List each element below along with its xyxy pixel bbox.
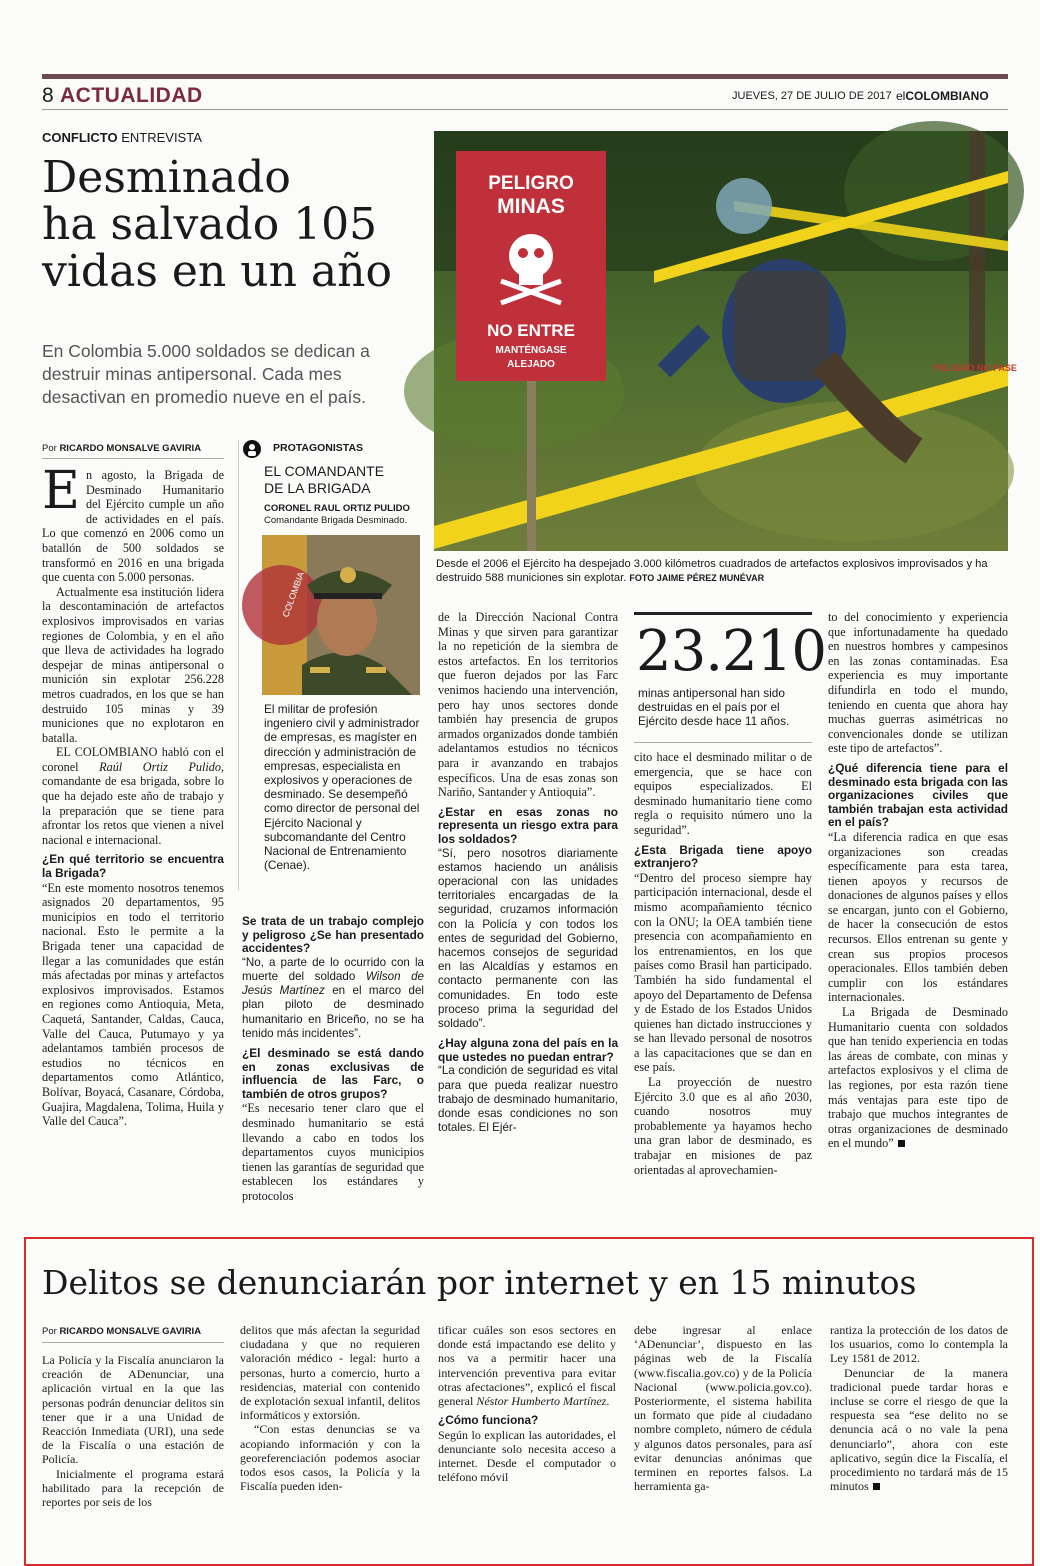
story1-column-3: de la Dirección Nacional Contra Minas y que sirven para garantizar la no repetición de la siembra de estos artefactos. En los territorios que fueron dejados por las Farc venimos haciendo una intervención, pero hay unos sectores donde también hay presencia de grupos armados organizados donde también adelantamos estudios no técnicos para ir avanzando en trabajos específicos. Una de esas zonas son Nariño, Santander y Antioquia”. ¿Estar en esas zonas no representa un riesgo extra para los soldados? “Sí, pero nosotros diariamente estamos haciendo un análisis operacional con las unidades territoriales encargadas de la seguridad, cruzamos información con la Policía y con todos los entes de seguridad del Gobierno, hacemos consejos de seguridad en las Alcaldías y estamos en contacto permanente con las comunidades. En todo este proceso prima la seguridad del soldado”. ¿Hay alguna zona del país en la que ustedes no puedan entrar? “La condición de seguridad es vital para que pueda realizar nuestro trabajo de desminado humanitario, donde esas condiciones no son totales. El Ejér- [438,610,618,1135]
insignia-icon [340,567,356,583]
story1-column-2: Se trata de un trabajo complejo y peligroso ¿Se han presentado accidentes? “No, a parte de lo ocurrido con la muerte del soldado Wilson de Jesús Martínez en el marco del plan piloto de desminado humanitario en Briceño, no se ha tenido más incidentes”. ¿El desminado se está dando en zonas exclusivas de influencia de las Farc, o también de otros grupos? “Es necesario tener claro que el desminado humanitario se está llevando a cabo en todos los departamentos cuyos municipios tienen las garantías de seguridad que establecen los estándares y protocolos [242,914,424,1203]
story2-column-1: La Policía y la Fiscalía anunciaron la creación de ADenunciar, una aplicación virtual en la que las personas podrán denunciar delitos sin tener que ir a una Unidad de Reacción Inmediata (URI), una sede de la Fiscalía o una estación de Policía. Inicialmente el programa estará habilitado para la recepción de reportes por seis de los [42,1353,224,1510]
stat-bottom-rule [634,742,812,743]
header-divider [42,109,1008,110]
question: ¿Hay alguna zona del país en la que ustedes no puedan entrar? [438,1036,618,1064]
column-divider [238,440,239,890]
protagonist-name: CORONEL RAUL ORTIZ PULIDO [264,503,410,514]
stat-rule [634,612,812,615]
portrait-flag-text: COLOMBIA [280,570,307,619]
protagonist-bio: El militar de profesión ingeniero civil y administrador de empresas, es magíster en dirección y administración de empresas, especialista en explosivos y operaciones de desminado. Se desempeñó como director de personal del Ejército Nacional y subcomandante del Centro Nacional de Entrenamiento (Cenae). [264,702,420,873]
deck: En Colombia 5.000 soldados se dedican a destruir minas antipersonal. Cada mes desactivan en promedio nueve en el país. [42,341,370,407]
stat-text: minas antipersonal han sido destruidas en el país por el Ejército desde hace 11 años. [638,686,790,729]
top-rule [42,74,1008,79]
end-mark-icon [898,1140,905,1147]
sign-text-2: MINAS [497,195,565,218]
byline: Por RICARDO MONSALVE GAVIRIA [42,443,202,454]
page-number: 8 [42,84,54,107]
story2-column-4: debe ingresar al enlace ‘ADenunciar’, dispuesto en las páginas web de la Fiscalía (www.fiscalia.gov.co) y de la Policía Nacional (www.policia.gov.co). Posteriormente, el sistema habilita un formato que pide al ciudadano nombre completo, número de cédula y algunos datos personales, para así evitar denuncias anónimas que terminen en reportes falsos. La herramienta ga- [634,1323,812,1494]
story2-byline-rule [42,1342,224,1343]
story2-column-5: rantiza la protección de los datos de los usuarios, como lo contempla la Ley 1581 de 2012. Denunciar de la manera tradicional puede tardar horas e incluse se corre el riesgo de que la respuesta sea “ese delito no se denuncia acá o no vale la pena denunciarlo”, ahora con este aplicativo, según dice la Fiscalía, el procedimiento no tardará más de 15 minutos [830,1323,1008,1494]
protagonist-title: EL COMANDANTE DE LA BRIGADA [264,463,385,496]
story1-column-1: En agosto, la Brigada de Desminado Humanitario del Ejército cumple un año de actividades en el país. Lo que comenzó en 2006 como un batallón de 500 soldados se transformó en 2016 en una brigada que cuenta con 5.000 personas. Actualmente esa institución lidera la descontaminación de artefactos explosivos improvisados en varias regiones de Colombia, y en el año que lleva de actividades ha logrado despejar de minas antipersonal o munición sin explotar 256.228 metros cuadrados, en los que se han destruido 105 minas y 39 municiones que no explotaron en batalla. EL COLOMBIANO habló con el coronel Raúl Ortiz Pulido, comandante de esa brigada, sobre lo que ha dejado este año de trabajo y la preparación que se tiene para afrontar los retos que vienen a nivel nacional e internacional. ¿En qué territorio se encuentra la Brigada? “En este momento nosotros tenemos asignados 20 departamentos, 95 municipios en todo el territorio nacional. Esto le permite a la Brigada tener una capacidad de llegar a las comunidades que están más afectadas por minas y artefactos explosivos improvisados. Estamos en regiones como Antioquia, Meta, Caquetá, Santander, Caldas, Cauca, Valle del Cauca, Putumayo y ya adelantamos también procesos de estudios no técnicos en departamentos como Atlántico, Bolívar, Boyacá, Casanare, Córdoba, Guajira, Magdalena, Tolima, Huila y Valle del Cauca”. [42,461,224,1129]
question: ¿Cómo funciona? [438,1413,539,1428]
mine-field-photo [434,131,1017,551]
story2-column-2: delitos que más afectan la seguridad ciudadana y que no requieren valoración médico - legal: hurto a personas, hurto a comercio, hurto a residencias, material con contenido de explotación sexual infantil, delitos informáticos y extorsión. “Con estas denuncias se va acopiando información y con la georeferenciación podemos asociar todos esos casos, la Policía y la Fiscalía pueden iden- [240,1323,420,1494]
protagonist-label: PROTAGONISTAS [273,442,364,454]
dropcap: E [42,461,80,521]
story2-headline: Delitos se denunciarán por internet y en 15 minutos [42,1263,917,1302]
headline: Desminado ha salvado 105 vidas en un año [42,152,392,297]
kicker: CONFLICTO ENTREVISTA [42,130,202,145]
question: ¿Qué diferencia tiene para el desminado esta brigada con las organizaciones civiles que también trabajan esta actividad en el país? [828,760,1008,830]
main-photo [434,131,1017,551]
question: ¿Esta Brigada tiene apoyo extranjero? [634,842,812,871]
byline-rule [42,458,224,459]
person-icon [243,440,261,458]
newspaper-brand: elCOLOMBIANO [896,89,989,103]
sign-text-4: MANTÉNGASE [495,345,567,356]
dateline: JUEVES, 27 DE JULIO DE 2017 [732,90,892,102]
sign-text-1: PELIGRO [488,173,574,194]
story1-column-4: cito hace el desminado militar o de emergencia, que se hace con equipos especializados. El desminado humanitario tiene como regla o requisito número uno la seguridad”. ¿Esta Brigada tiene apoyo extranjero? “Dentro del proceso siempre hay participación internacional, desde el mismo acompañamiento técnico con la ONU; la OEA también tiene presencia con acompañamiento en los entrenamientos, en los que países como Brasil han participado. También ha sido fundamental el apoyo del Departamento de Defensa y de Estado de los Estados Unidos quienes han dictado instrucciones y se han llevado personal de nosotros a las capacitaciones que se dan en ese país. La proyección de nuestro Ejército 3.0 que es al año 2030, cuando nosotros muy probablemente ya hayamos hecho una gran labor de desminado, es trabajar en misiones de paz orientadas al aprovechamien- [634,750,812,1177]
photo-caption: Desde el 2006 el Ejército ha despejado 3.000 kilómetros cuadrados de artefactos explosivos improvisados y ha destruido 588 municiones sin explotar. FOTO JAIME PÉREZ MUNÉVAR [436,558,988,584]
question: ¿El desminado se está dando en zonas exclusivas de influencia de las Farc, o también de otros grupos? [242,1046,424,1101]
tape-text: PELIGRO NO PASE [934,363,1017,373]
question: ¿Estar en esas zonas no representa un riesgo extra para los soldados? [438,804,618,846]
sign-text-3: NO ENTRE [487,321,575,340]
section-name: ACTUALIDAD [60,84,203,107]
sign-text-5: ALEJADO [507,359,555,370]
story2-column-3: tificar cuáles son esos sectores en donde está impactando ese delito y nos va a permitir hacer una intervención preventiva para evitar otras afectaciones”, explicó el fiscal general Néstor Humberto Martínez. ¿Cómo funciona? Según lo explican las autoridades, el denunciante solo necesita acceso a internet. Desde el computador o teléfono móvil [438,1323,616,1485]
story1-column-5: to del conocimiento y experiencia que infortunadamente ha quedado en nuestros hombres y campesinos en las zonas contaminadas. Esa experiencia es muy importante difundirla en todo el mundo, teniendo en cuenta que ahora hay muchas guerras asimétricas no convencionales donde se utilizan este tipo de artefactos”. ¿Qué diferencia tiene para el desminado esta brigada con las organizaciones civiles que también trabajan esta actividad en el país? “La diferencia radica en que esas organizaciones son creadas específicamente para esta tarea, tienen apoyos y recursos de donaciones de algunos países y ellos se encargan, junto con el Gobierno, de hacer la consecución de estos recursos. Ellos entrenan su gente y crean sus propios procesos operacionales. Ellos también deben cumplir con los estándares internacionales. La Brigada de Desminado Humanitario cuenta con soldados que han tenido experiencia en todas las áreas de combate, con minas y artefactos explosivos y el clima de las regiones, por esta razón tiene más ventajas para este tipo de trabajo que muchos integrantes de otras organizaciones de desminado en el mundo” [828,610,1008,1151]
stat-number: 23.210 [636,619,826,684]
question: Se trata de un trabajo complejo y peligroso ¿Se han presentado accidentes? [242,914,424,956]
end-mark-icon [873,1483,880,1490]
story2-byline: Por RICARDO MONSALVE GAVIRIA [42,1326,202,1337]
question: ¿En qué territorio se encuentra la Brigada? [42,852,224,881]
protagonist-role: Comandante Brigada Desminado. [264,515,408,526]
colonel-portrait [262,535,420,695]
